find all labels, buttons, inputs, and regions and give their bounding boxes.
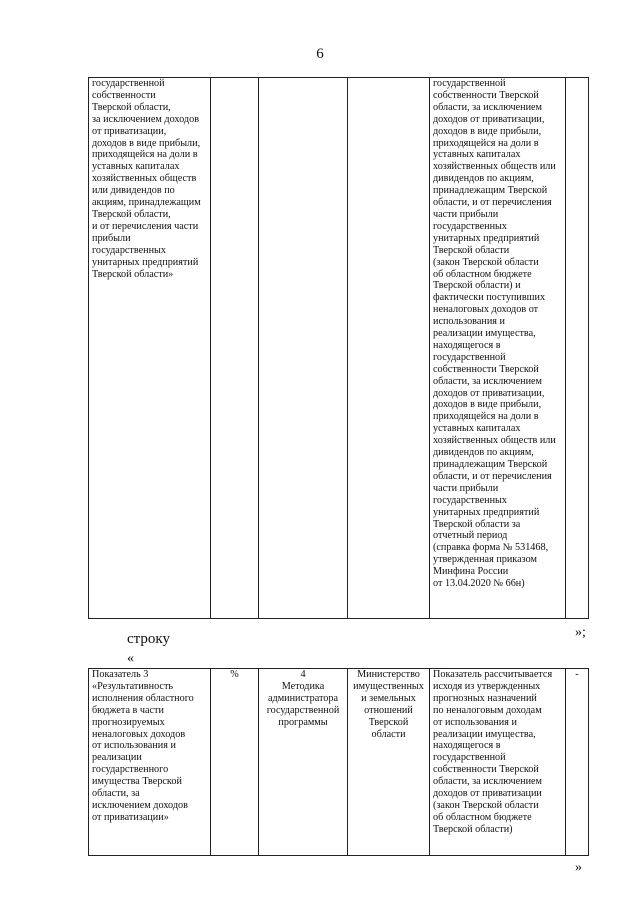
responsible-text <box>351 669 426 740</box>
text-line: фактически поступивших <box>433 292 546 304</box>
text-line: области, за исключением <box>433 375 542 387</box>
page-number: 6 <box>316 46 324 62</box>
text-line: программы <box>278 716 328 728</box>
text-line: хозяйственных обществ или <box>433 435 556 447</box>
responsible-cell <box>348 78 430 619</box>
unit-percent: % <box>230 669 239 680</box>
text-line: государственной <box>92 78 165 89</box>
text-line: находящегося в <box>433 339 501 351</box>
text-line: отношений <box>364 704 413 716</box>
text-line: Показатель 3 <box>92 669 149 680</box>
text-line: уставных капиталах <box>433 423 521 435</box>
text-line: Тверской <box>368 716 409 728</box>
calculation-text <box>433 669 562 836</box>
text-line: от использования и <box>433 716 517 728</box>
method-text <box>262 669 344 729</box>
indicator-3-table <box>88 668 589 856</box>
text-line: об областном бюджете <box>433 268 532 280</box>
text-line: реализации имущества, <box>433 728 536 740</box>
text-line: государственных <box>92 244 166 256</box>
text-line: собственности Тверской <box>433 764 539 776</box>
text-line: Тверской области за <box>433 518 521 530</box>
text-line: государственной <box>433 752 506 764</box>
stroku-label: строку <box>127 631 170 647</box>
text-line: реализации <box>92 752 142 764</box>
unit-cell <box>211 78 259 619</box>
indicator-3-name-text <box>92 669 207 824</box>
text-line: и земельных <box>361 692 416 704</box>
text-line: доходов от приватизации, <box>433 387 545 399</box>
text-line: государственного <box>92 764 169 776</box>
indicator-name-text <box>92 78 207 280</box>
text-line: государственной <box>433 78 506 89</box>
method-cell <box>259 78 348 619</box>
text-line: хозяйственных обществ <box>92 173 197 185</box>
indicator-3-responsible-cell <box>348 669 430 856</box>
text-line: администратора <box>268 692 338 704</box>
extra-cell <box>566 78 589 619</box>
text-line: или дивидендов по <box>92 185 175 197</box>
dash: - <box>575 669 579 680</box>
text-line: доходов от приватизации <box>433 788 542 800</box>
text-line: части прибыли <box>433 482 499 494</box>
text-line: исключением доходов <box>92 799 188 811</box>
text-line: доходов от приватизации, <box>433 113 545 125</box>
text-line: Тверской области) и <box>433 280 521 292</box>
text-line: (закон Тверской области <box>433 256 539 268</box>
text-line: находящегося в <box>433 740 501 752</box>
text-line: доходов в виде прибыли, <box>433 125 542 137</box>
text-line: Тверской области» <box>92 268 174 280</box>
indicator-3-extra-cell <box>566 669 589 856</box>
text-line: унитарных предприятий <box>433 232 540 244</box>
calculation-text <box>433 78 562 590</box>
text-line: прогнозных назначений <box>433 692 537 704</box>
closing-quote: » <box>575 860 582 875</box>
text-line: унитарных предприятий <box>433 506 540 518</box>
text-line: имущества Тверской <box>92 776 182 788</box>
text-line: государственных <box>433 220 507 232</box>
text-line: исходя из утвержденных <box>433 680 541 692</box>
text-line: приходящейся на доли в <box>92 149 198 161</box>
text-line: бюджета в части <box>92 704 164 716</box>
text-line: хозяйственных обществ или <box>433 161 556 173</box>
text-line: прибыли <box>92 232 131 244</box>
text-line: использования и <box>433 316 505 328</box>
text-line: имущественных <box>353 680 424 692</box>
text-line: унитарных предприятий <box>92 256 199 268</box>
text-line: собственности <box>92 89 156 101</box>
text-line: и от перечисления части <box>92 220 199 232</box>
text-line: собственности Тверской <box>433 89 539 101</box>
indicator-name-cell <box>89 78 211 619</box>
text-line: неналоговых доходов от <box>433 304 539 316</box>
text-line: области, и от перечисления <box>433 470 552 482</box>
text-line: Показатель рассчитывается <box>433 669 553 680</box>
indicator-3-name-cell <box>89 669 211 856</box>
text-line: принадлежащим Тверской <box>433 459 548 470</box>
text-line: исполнения областного <box>92 692 194 704</box>
text-line: области, и от перечисления <box>433 197 552 209</box>
indicator-3-method-cell <box>259 669 348 856</box>
text-line: Министерство <box>357 669 420 680</box>
text-line: акциям, принадлежащим <box>92 197 201 209</box>
text-line: государственной <box>266 704 340 716</box>
indicator-3-unit-cell <box>211 669 259 856</box>
text-line: утвержденная приказом <box>433 554 537 566</box>
indicator-3-calculation-cell <box>430 669 566 856</box>
text-line: от 13.04.2020 № 66н) <box>433 578 525 590</box>
continuation-table <box>88 77 589 619</box>
text-line: уставных капиталах <box>433 149 521 161</box>
calculation-cell <box>430 78 566 619</box>
text-line: об областном бюджете <box>433 811 532 823</box>
text-line: дивидендов по акциям, <box>433 447 534 459</box>
text-line: от приватизации» <box>92 811 169 823</box>
text-line: принадлежащим Тверской <box>433 185 548 197</box>
opening-quote: « <box>127 651 134 666</box>
text-line: Тверской области, <box>92 208 171 220</box>
text-line: области, за исключением <box>433 776 542 788</box>
text-line: области <box>371 728 406 740</box>
text-line: от использования и <box>92 740 176 752</box>
text-line: государственных <box>433 494 507 506</box>
text-line: собственности Тверской <box>433 363 539 375</box>
closing-quote-semicolon: »; <box>575 625 586 640</box>
text-line: Тверской области) <box>433 823 513 835</box>
text-line: 4 <box>300 669 306 680</box>
text-line: уставных капиталах <box>92 161 180 173</box>
text-line: государственной <box>433 351 506 363</box>
text-line: реализации имущества, <box>433 328 536 340</box>
text-line: (справка форма № 531468, <box>433 542 549 554</box>
text-line: «Результативность <box>92 680 174 692</box>
text-line: Тверской области <box>433 244 510 256</box>
text-line: области, за <box>92 788 140 800</box>
text-line: области, за исключением <box>433 101 542 113</box>
text-line: по неналоговым доходам <box>433 704 542 716</box>
text-line: доходов в виде прибыли, <box>433 399 542 411</box>
text-line: дивидендов по акциям, <box>433 173 534 185</box>
text-line: за исключением доходов <box>92 113 200 125</box>
text-line: от приватизации, <box>92 125 167 137</box>
text-line: отчетный период <box>433 530 508 542</box>
text-line: части прибыли <box>433 208 499 220</box>
text-line: Методика <box>281 680 325 692</box>
text-line: приходящейся на доли в <box>433 411 539 423</box>
text-line: неналоговых доходов <box>92 728 186 740</box>
text-line: (закон Тверской области <box>433 799 539 811</box>
text-line: Минфина России <box>433 566 509 578</box>
text-line: доходов в виде прибыли, <box>92 137 201 149</box>
text-line: Тверской области, <box>92 101 171 113</box>
text-line: прогнозируемых <box>92 716 165 728</box>
text-line: приходящейся на доли в <box>433 137 539 149</box>
